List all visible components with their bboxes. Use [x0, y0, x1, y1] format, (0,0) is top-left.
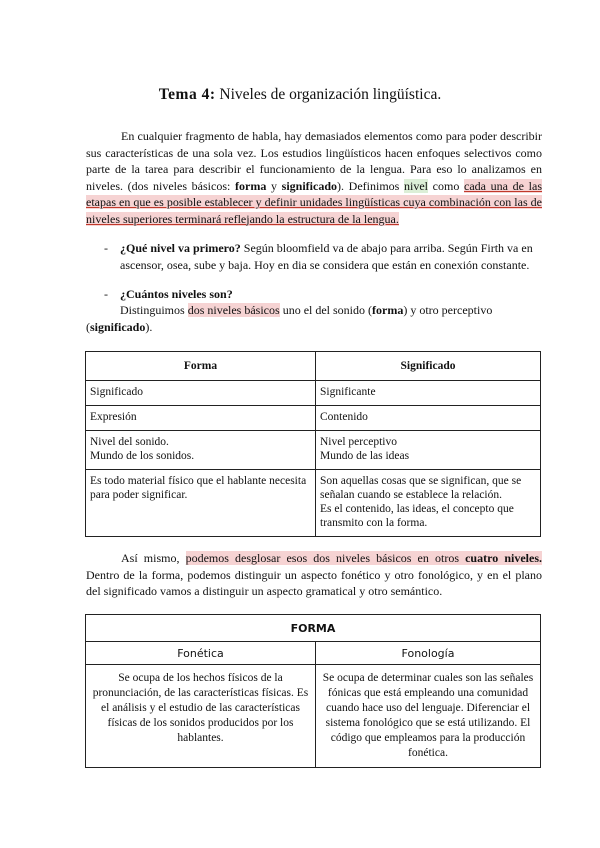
- table-cell: [86, 470, 316, 537]
- cell-line: Mundo de las ideas: [320, 450, 410, 462]
- table-cell: [316, 470, 541, 537]
- cell-line: Es todo material físico que el hablante necesita para poder significar.: [90, 475, 307, 501]
- bullet-question-order: [104, 240, 544, 273]
- intro-text-3: como: [428, 178, 465, 193]
- bullet-question-count: [104, 286, 544, 303]
- table-row: [86, 665, 541, 768]
- table-cell: Significado: [86, 381, 316, 406]
- table-row: [86, 431, 541, 470]
- count-significado: significado: [90, 319, 146, 334]
- forma-table-header: FORMA: [86, 615, 541, 642]
- intro-text-y: y: [266, 178, 282, 193]
- count-forma: forma: [372, 303, 404, 317]
- question-heading: ¿Qué nivel va primero?: [120, 241, 241, 255]
- cell-line: Son aquellas cosas que se significan, que se señalan cuando se establece la relación.: [320, 475, 522, 501]
- cell-line: Es el contenido, las ideas, el concepto que transmito con la forma.: [320, 503, 514, 529]
- levels-bold: cuatro niveles.: [465, 551, 542, 565]
- table-cell: [86, 431, 316, 470]
- intro-definition-highlight: cada una de las etapas en que es posible establecer y definir unidades lingüísticas cuya combinación con las de niveles superiores terminará reflejando la estructura de la lengua.: [86, 178, 543, 226]
- table-cell: Significante: [316, 381, 541, 406]
- title-topic-number: Tema 4:: [158, 86, 216, 103]
- table-row: [86, 470, 541, 537]
- table-cell: Contenido: [316, 406, 541, 431]
- fonetica-description: Se ocupa de los hechos físicos de la pronunciación, de las características físicas. Es el análisis y el estudio de las características físicas de los sonidos producidos por los hablantes.: [86, 665, 316, 768]
- count-text-4: ).: [145, 319, 153, 334]
- cell-line: Nivel perceptivo: [320, 436, 397, 448]
- count-text-1: Distinguimos: [120, 303, 188, 317]
- count-highlight: dos niveles básicos: [187, 303, 280, 317]
- intro-text-1: En cualquier fragmento de habla, hay demasiados elementos como para poder describir sus características de una sola vez. Los estudios lingüísticos hacen enfoques selectivos como parte de la tarea para describir el funcionamiento de la lengua. Para eso lo analizamos en niveles. (dos niveles básicos:: [86, 129, 542, 193]
- intro-forma: forma: [235, 178, 267, 193]
- cell-line: Mundo de los sonidos.: [90, 450, 195, 462]
- bullet-dash: -: [104, 287, 108, 301]
- table-header-significado: Significado: [316, 352, 541, 381]
- title-text: Niveles de organización lingüística.: [215, 86, 442, 103]
- table-header-forma: Forma: [86, 352, 316, 381]
- forma-significado-table: [85, 351, 541, 537]
- forma-table: [85, 614, 541, 768]
- table-cell: Expresión: [86, 406, 316, 431]
- bullet-dash: -: [104, 241, 108, 255]
- count-text-2: uno el del sonido (: [279, 303, 373, 317]
- question-heading: ¿Cuántos niveles son?: [120, 287, 233, 301]
- intro-paragraph: [86, 128, 542, 227]
- forma-subheader-fonologia: Fonología: [316, 642, 541, 665]
- intro-significado: significado: [281, 178, 338, 193]
- count-text-3: ) y otro perceptivo (: [86, 303, 493, 334]
- levels-text-1: Así mismo,: [121, 551, 186, 565]
- intro-nivel-highlight: nivel: [404, 178, 429, 193]
- forma-subheader-fonetica: Fonética: [86, 642, 316, 665]
- intro-text-2: ). Definimos: [337, 178, 405, 193]
- fonologia-description: Se ocupa de determinar cuales son las señales fónicas que está empleando una comunidad cuando hace uso del lenguaje. Diferenciar el sistema fonológico que se está utilizando. El código que empleamos para la producción fonética.: [316, 665, 541, 768]
- page-title: [0, 86, 600, 104]
- table-cell: [316, 431, 541, 470]
- cell-line: Nivel del sonido.: [90, 436, 169, 448]
- table-row: [86, 406, 541, 431]
- levels-highlight: podemos desglosar esos dos niveles básicos en otros: [185, 551, 466, 565]
- count-answer-paragraph: [86, 302, 542, 335]
- question-answer: Según bloomfield va de abajo para arriba. Según Firth va en ascensor, osea, sube y baja. Hoy en dia se considera que están en conexión constante.: [120, 241, 533, 272]
- table-row: [86, 381, 541, 406]
- levels-text-2: Dentro de la forma, podemos distinguir un aspecto fonético y otro fonológico, y en el plano del significado vamos a distinguir un aspecto gramatical y otro semántico.: [86, 567, 542, 598]
- levels-paragraph: [86, 550, 542, 600]
